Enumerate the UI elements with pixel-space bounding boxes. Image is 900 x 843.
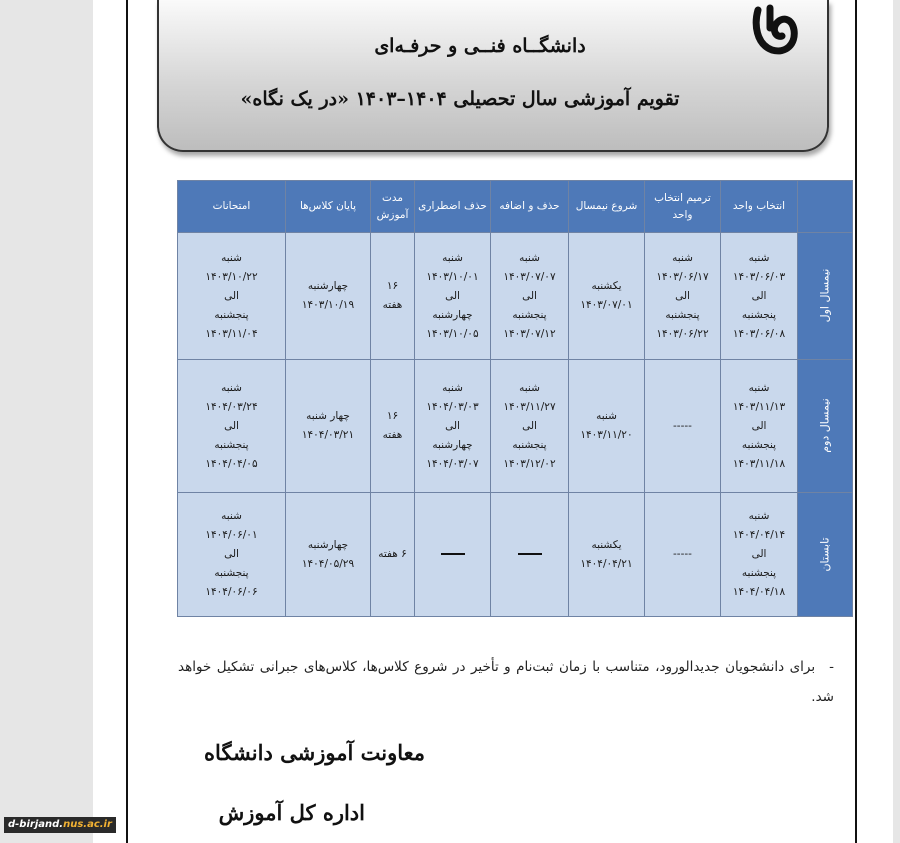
table-cell: چهارشنبه ۱۴۰۳/۱۰/۱۹ [286, 233, 371, 360]
table-cell: یکشنبه ۱۴۰۴/۰۴/۲۱ [569, 493, 645, 617]
table-cell: چهار شنبه ۱۴۰۴/۰۳/۲۱ [286, 360, 371, 493]
academic-calendar-table [177, 180, 853, 617]
header-cell-semester-start: شروع نیمسال [569, 181, 645, 233]
table-cell: ----- [645, 493, 721, 617]
table-cell: شنبه ۱۴۰۴/۰۳/۰۳ الی چهارشنبه ۱۴۰۴/۰۳/۰۷ [415, 360, 491, 493]
table-cell: شنبه ۱۴۰۳/۰۶/۰۳ الی پنجشنبه ۱۴۰۳/۰۶/۰۸ [721, 233, 798, 360]
table-cell: شنبه ۱۴۰۳/۱۱/۲۷ الی پنجشنبه ۱۴۰۳/۱۲/۰۲ [491, 360, 569, 493]
university-name: دانشگــاه فنــی و حرفـه‌ای [374, 35, 586, 57]
table-cell: ۶ هفته [371, 493, 415, 617]
empty-dash [441, 553, 465, 555]
table-cell: ۱۶ هفته [371, 233, 415, 360]
empty-dash [518, 553, 542, 555]
site-watermark[interactable] [4, 817, 116, 833]
header-cell-emergency-drop: حذف اضطراری [415, 181, 491, 233]
page-border-left [126, 0, 128, 843]
table-cell [491, 493, 569, 617]
header-cell-corner [798, 181, 853, 233]
header-cell-duration: مدت آموزش [371, 181, 415, 233]
table-cell: شنبه ۱۴۰۴/۰۴/۱۴ الی پنجشنبه ۱۴۰۴/۰۴/۱۸ [721, 493, 798, 617]
header-cell-unit-revision: ترمیم انتخاب واحد [645, 181, 721, 233]
table-row-second-semester [178, 360, 853, 493]
header-cell-classes-end: پایان کلاس‌ها [286, 181, 371, 233]
row-label-second-semester: نیمسال دوم [798, 360, 853, 493]
table-cell: چهارشنبه ۱۴۰۴/۰۵/۲۹ [286, 493, 371, 617]
table-cell: شنبه ۱۴۰۳/۱۱/۲۰ [569, 360, 645, 493]
table-cell: شنبه ۱۴۰۴/۰۶/۰۱ الی پنجشنبه ۱۴۰۴/۰۶/۰۶ [178, 493, 286, 617]
calendar-title: تقویم آموزشی سال تحصیلی ۱۴۰۴–۱۴۰۳ «در یک نگاه» [240, 88, 680, 110]
table-cell: شنبه ۱۴۰۳/۰۷/۰۷ الی پنجشنبه ۱۴۰۳/۰۷/۱۲ [491, 233, 569, 360]
header-box [157, 0, 829, 152]
table-cell: شنبه ۱۴۰۳/۰۶/۱۷ الی پنجشنبه ۱۴۰۳/۰۶/۲۲ [645, 233, 721, 360]
right-scrollbar-track[interactable] [893, 0, 900, 843]
row-label-summer: تابستان [798, 493, 853, 617]
header-cell-exams: امتحانات [178, 181, 286, 233]
note-text: برای دانشجویان جدیدالورود، متناسب با زمان ثبت‌نام و تأخیر در شروع کلاس‌ها، کلاس‌های جبرانی تشکیل خواهد شد. [178, 659, 834, 705]
table-cell: شنبه ۱۴۰۳/۱۰/۲۲ الی پنجشنبه ۱۴۰۳/۱۱/۰۴ [178, 233, 286, 360]
left-gutter [0, 0, 93, 843]
watermark-prefix: d-birjand. [8, 819, 64, 830]
university-logo-icon [750, 4, 802, 56]
header-cell-add-drop: حذف و اضافه [491, 181, 569, 233]
page-border-right [855, 0, 857, 843]
table-header-row [178, 181, 853, 233]
note-bullet: - [829, 659, 834, 675]
table-row-summer [178, 493, 853, 617]
row-label-first-semester: نیمسال اول [798, 233, 853, 360]
table-cell: ۱۶ هفته [371, 360, 415, 493]
table-row-first-semester [178, 233, 853, 360]
deputy-signature: معاونت آموزشی دانشگاه [204, 740, 425, 765]
table-cell [415, 493, 491, 617]
note-paragraph [178, 652, 834, 712]
watermark-domain: nus.ac.ir [63, 819, 112, 830]
table-cell: شنبه ۱۴۰۴/۰۳/۲۴ الی پنجشنبه ۱۴۰۴/۰۴/۰۵ [178, 360, 286, 493]
table-cell: ----- [645, 360, 721, 493]
office-signature: اداره کل آموزش [218, 800, 365, 825]
table-cell: یکشنبه ۱۴۰۳/۰۷/۰۱ [569, 233, 645, 360]
table-cell: شنبه ۱۴۰۳/۱۰/۰۱ الی چهارشنبه ۱۴۰۳/۱۰/۰۵ [415, 233, 491, 360]
table-cell: شنبه ۱۴۰۳/۱۱/۱۳ الی پنجشنبه ۱۴۰۳/۱۱/۱۸ [721, 360, 798, 493]
header-cell-unit-selection: انتخاب واحد [721, 181, 798, 233]
